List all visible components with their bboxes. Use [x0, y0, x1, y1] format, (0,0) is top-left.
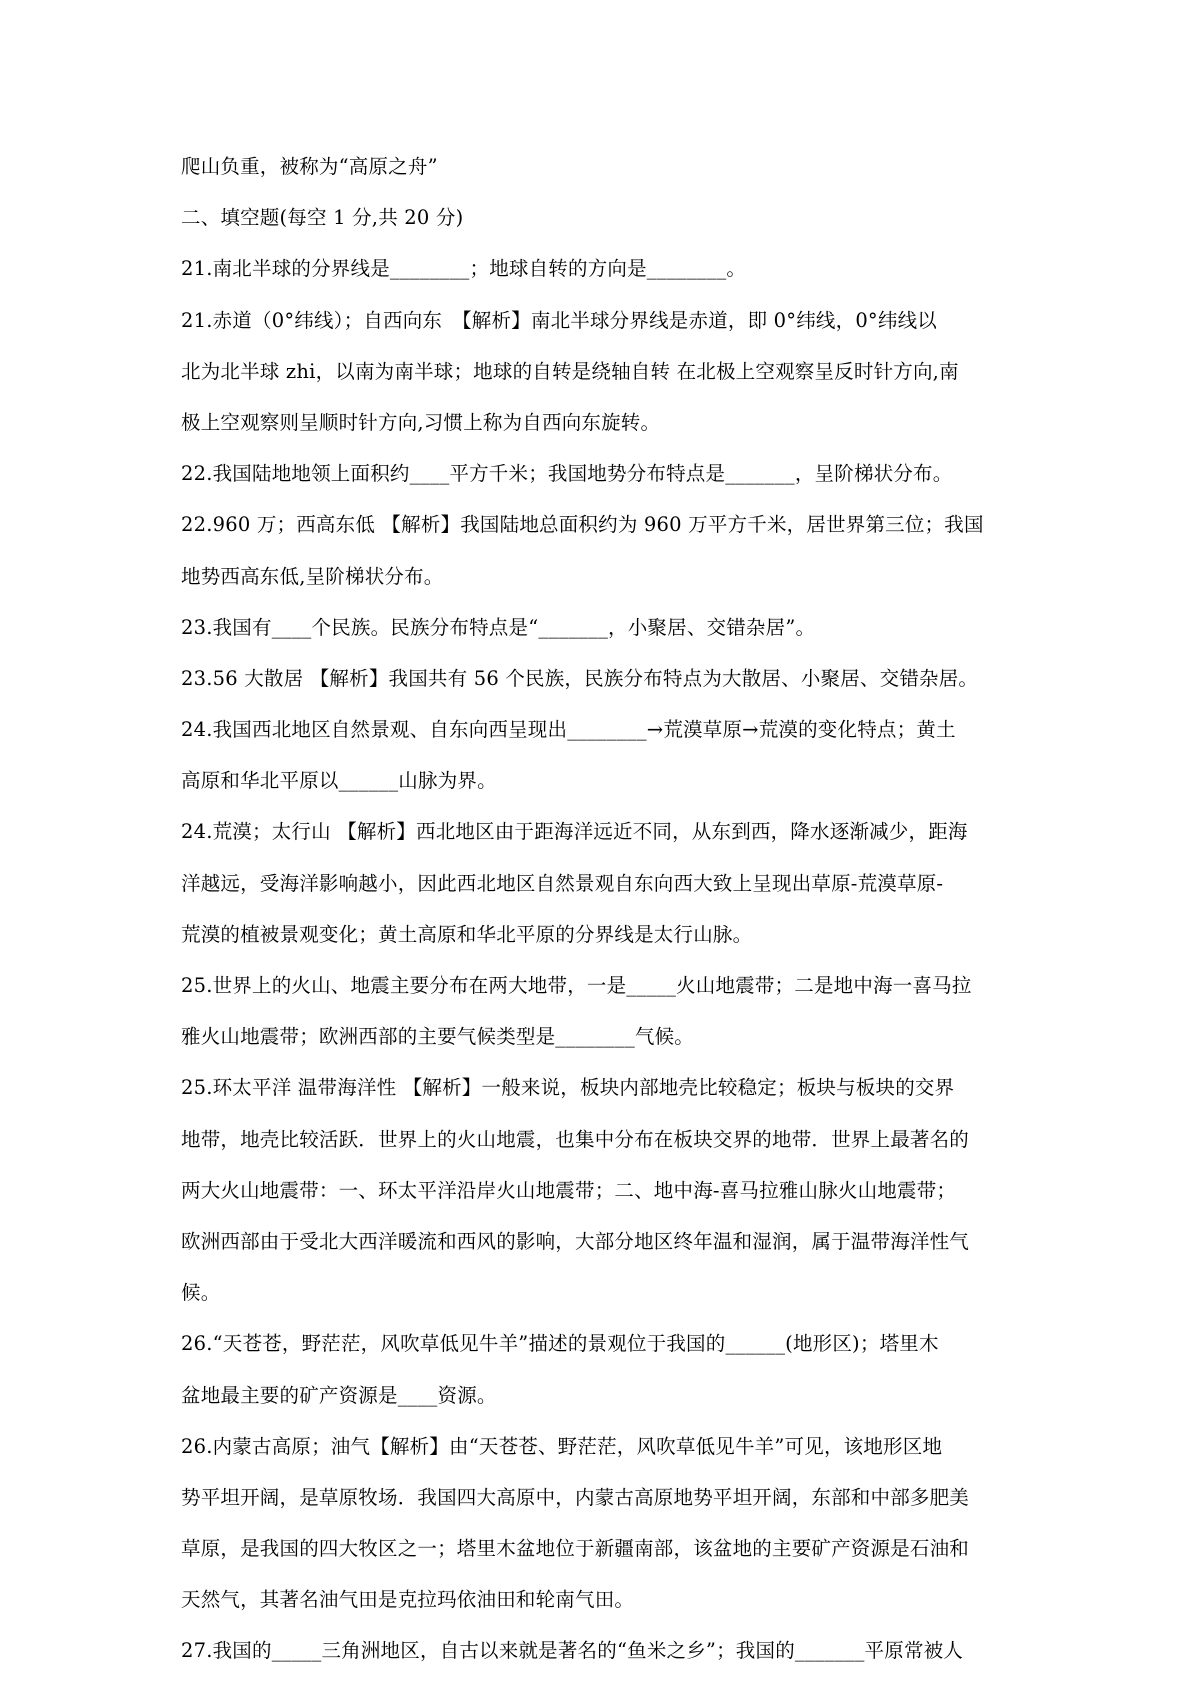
text-line: 雅火山地震带；欧洲西部的主要气候类型是________气候。 [181, 1025, 695, 1049]
question-21: 21.南北半球的分界线是________；地球自转的方向是________。 [181, 257, 747, 281]
question-25: 25.世界上的火山、地震主要分布在两大地带，一是_____火山地震带；二是地中海一喜马拉 [181, 974, 972, 997]
text-line: 高原和华北平原以______山脉为界。 [181, 769, 497, 793]
text-line: 盆地最主要的矿产资源是____资源。 [181, 1383, 497, 1407]
answer-23: 23.56 大散居 【解析】我国共有 56 个民族，民族分布特点为大散居、小聚居、交错杂居。 [181, 666, 979, 690]
text-line: 欧洲西部由于受北大西洋暖流和西风的影响，大部分地区终年温和湿润，属于温带海洋性气 [181, 1229, 970, 1253]
text-line: 地带，地壳比较活跃．世界上的火山地震，也集中分布在板块交界的地带．世界上最著名的 [181, 1127, 970, 1151]
text-line: 两大火山地震带：一、环太平洋沿岸火山地震带；二、地中海-喜马拉雅山脉火山地震带； [181, 1178, 957, 1202]
question-23: 23.我国有____个民族。民族分布特点是“_______，小聚居、交错杂居”。 [181, 615, 816, 639]
text-line: 天然气，其著名油气田是克拉玛依油田和轮南气田。 [181, 1588, 635, 1612]
text-line: 地势西高东低,呈阶梯状分布。 [181, 564, 444, 588]
answer-24: 24.荒漠；太行山 【解析】西北地区由于距海洋远近不同，从东到西，降水逐渐减少，距海 [181, 820, 968, 844]
question-24: 24.我国西北地区自然景观、自东向西呈现出________→荒漠草原→荒漠的变化特点；黄土 [181, 718, 956, 742]
question-22: 22.我国陆地地领上面积约____平方千米；我国地势分布特点是_______，呈阶梯状分布。 [181, 462, 953, 486]
answer-21: 21.赤道（0°纬线）；自西向东 【解析】南北半球分界线是赤道，即 0°纬线，0°纬线以 [181, 308, 937, 332]
section-heading: 二、填空题(每空 1 分,共 20 分) [181, 206, 464, 230]
document-body [181, 141, 1031, 1677]
text-line: 爬山负重，被称为“高原之舟” [181, 155, 438, 178]
question-26: 26.“天苍苍，野茫茫，风吹草低见牛羊”描述的景观位于我国的______(地形区)；塔里木 [181, 1332, 939, 1356]
text-line: 极上空观察则呈顺时针方向,习惯上称为自西向东旋转。 [181, 410, 661, 434]
question-27: 27.我国的_____三角洲地区，自古以来就是著名的“鱼米之乡”；我国的_______平原常被人 [181, 1639, 964, 1663]
text-line: 势平坦开阔，是草原牧场．我国四大高原中，内蒙古高原地势平坦开阔，东部和中部多肥美 [181, 1485, 970, 1509]
text-line: 草原，是我国的四大牧区之一；塔里木盆地位于新疆南部，该盆地的主要矿产资源是石油和 [181, 1537, 970, 1561]
answer-25: 25.环太平洋 温带海洋性 【解析】一般来说，板块内部地壳比较稳定；板块与板块的交界 [181, 1076, 955, 1100]
text-line: 候。 [181, 1281, 221, 1305]
text-line: 北为北半球 zhi，以南为南半球；地球的自转是绕轴自转 在北极上空观察呈反时针方向,南 [181, 359, 959, 383]
answer-26: 26.内蒙古高原；油气【解析】由“天苍苍、野茫茫，风吹草低见牛羊”可见，该地形区地 [181, 1434, 943, 1458]
answer-22: 22.960 万；西高东低 【解析】我国陆地总面积约为 960 万平方千米，居世界第三位；我国 [181, 513, 984, 537]
text-line: 荒漠的植被景观变化；黄土高原和华北平原的分界线是太行山脉。 [181, 922, 753, 946]
text-line: 洋越远，受海洋影响越小，因此西北地区自然景观自东向西大致上呈现出草原-荒漠草原- [181, 871, 944, 895]
